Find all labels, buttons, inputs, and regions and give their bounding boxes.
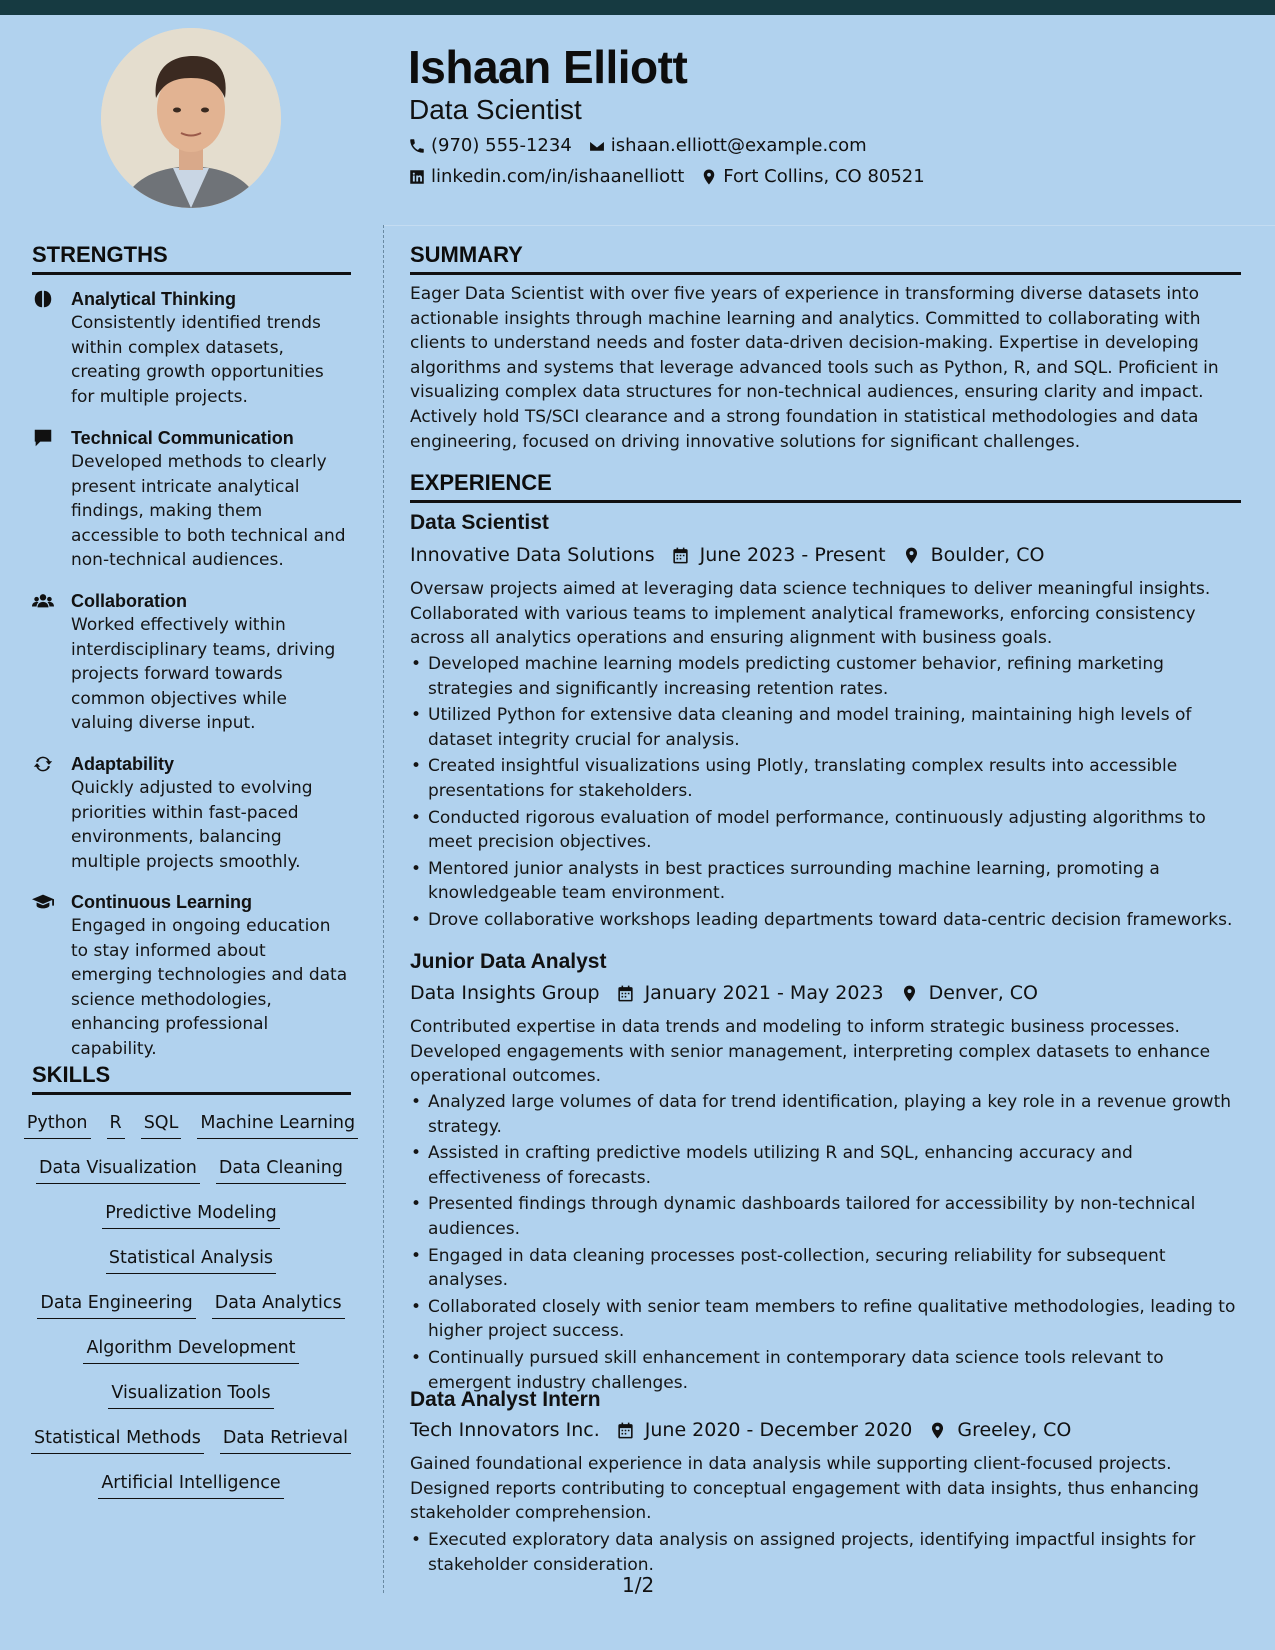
strength-title: Continuous Learning (71, 892, 252, 912)
email-contact[interactable] (588, 135, 867, 156)
job-meta (410, 1419, 1071, 1441)
skill-tag: R (107, 1112, 125, 1139)
column-divider (383, 225, 384, 1593)
page-number: 1/2 (622, 1573, 655, 1597)
list-item: • Presented findings through dynamic dashboards tailored for accessibility by non-technical audiences. (410, 1192, 1245, 1241)
strength-item (32, 426, 352, 573)
contact-row-1 (408, 135, 867, 156)
strength-title: Collaboration (71, 591, 187, 611)
candidate-role: Data Scientist (409, 94, 582, 125)
header-rule (383, 225, 1275, 226)
skills-row (32, 1202, 350, 1247)
job-description: Gained foundational experience in data analysis while supporting client-focused projects. Designed reports contributing to conceptual engagement with data insights, thus enhancing stakeholder comprehension. (410, 1454, 1199, 1524)
skills-row (32, 1472, 350, 1517)
job-location: Boulder, CO (930, 544, 1045, 566)
strength-title: Analytical Thinking (71, 289, 237, 309)
envelope-icon (588, 137, 606, 155)
list-item: • Executed exploratory data analysis on assigned projects, identifying impactful insights for stakeholder consideration. (410, 1528, 1245, 1577)
list-item: • Drove collaborative workshops leading departments toward data-centric decision frameworks. (410, 908, 1245, 933)
job-location: Greeley, CO (957, 1419, 1072, 1441)
job-meta (410, 544, 1044, 566)
calendar-icon (616, 984, 635, 1003)
linkedin-contact[interactable] (408, 166, 684, 187)
job-meta (410, 982, 1038, 1004)
location-text: Fort Collins, CO 80521 (723, 166, 925, 187)
map-pin-icon (700, 168, 718, 186)
phone-icon (408, 137, 426, 155)
skills-row (26, 1112, 356, 1157)
job-company: Innovative Data Solutions (410, 544, 655, 566)
job-description: Oversaw projects aimed at leveraging data science techniques to deliver meaningful insights. Collaborated with various teams to implement analytical frameworks, enforcing consistency across all analytics operations and ensuring alignment with business goals. (410, 579, 1211, 649)
strength-desc: Worked effectively within interdisciplinary teams, driving projects forward towards common objectives while valuing diverse input. (71, 615, 336, 733)
strength-desc: Engaged in ongoing education to stay informed about emerging technologies and data science methodologies, enhancing professional capability. (71, 916, 348, 1059)
brain-icon (32, 288, 56, 310)
strength-item (32, 589, 352, 736)
speech-bubble-icon (32, 427, 56, 449)
strength-title: Adaptability (71, 754, 175, 774)
job-dates: June 2020 - December 2020 (644, 1419, 913, 1441)
users-icon (32, 590, 56, 612)
skill-tag: Data Cleaning (216, 1157, 346, 1184)
map-pin-icon (900, 984, 919, 1003)
job-dates: January 2021 - May 2023 (644, 982, 884, 1004)
list-item: • Collaborated closely with senior team members to refine qualitative methodologies, leading to higher project success. (410, 1295, 1245, 1344)
skills-row (32, 1337, 350, 1382)
job-title: Data Scientist (410, 511, 549, 534)
list-item: • Analyzed large volumes of data for trend identification, playing a key role in a revenue growth strategy. (410, 1090, 1245, 1139)
candidate-name: Ishaan Elliott (408, 41, 688, 93)
strength-item (32, 890, 352, 1061)
list-item: • Continually pursued skill enhancement in contemporary data science tools relevant to emergent industry challenges. (410, 1346, 1245, 1395)
skills-list (26, 1112, 356, 1517)
job-dates: June 2023 - Present (699, 544, 886, 566)
list-item: • Developed machine learning models predicting customer behavior, refining marketing strategies and significantly increasing retention rates. (410, 652, 1245, 701)
strength-item (32, 287, 352, 409)
summary-text: Eager Data Scientist with over five years of experience in transforming diverse datasets into actionable insights through machine learning and analytics. Committed to collaborating with clients to understand needs and foster data-driven decision-making. Expertise in developing algorithms and systems that leverage advanced tools such as Python, R, and SQL. Proficient in visualizing complex data structures for non-technical audiences, ensuring clarity and impact. Actively hold TS/SCI clearance and a strong foundation in statistical methodologies and data engineering, focused on driving innovative solutions for significant challenges. (410, 284, 1219, 452)
skill-tag: Data Analytics (212, 1292, 345, 1319)
list-item: • Engaged in data cleaning processes post-collection, securing reliability for subsequent analyses. (410, 1244, 1245, 1293)
job-description: Contributed expertise in data trends and modeling to inform strategic business processes. Developed engagements with senior management, interpreting complex datasets to enhance operational outcomes. (410, 1017, 1211, 1087)
list-item: • Created insightful visualizations using Plotly, translating complex results into accessible presentations for stakeholders. (410, 754, 1245, 803)
skill-tag: Algorithm Development (83, 1337, 298, 1364)
map-pin-icon (902, 546, 921, 565)
skills-row (32, 1292, 350, 1337)
skill-tag: Data Retrieval (220, 1427, 351, 1454)
list-item: • Mentored junior analysts in best practices surrounding machine learning, promoting a knowledgeable team environment. (410, 857, 1245, 906)
top-bar (0, 0, 1275, 15)
phone-contact[interactable] (408, 135, 572, 156)
strength-desc: Developed methods to clearly present intricate analytical findings, making them accessible to both technical and non-technical audiences. (71, 452, 346, 570)
skill-tag: SQL (141, 1112, 182, 1139)
list-item: • Assisted in crafting predictive models utilizing R and SQL, enhancing accuracy and effectiveness of forecasts. (410, 1141, 1245, 1190)
skill-tag: Statistical Analysis (106, 1247, 276, 1274)
job-bullets (410, 652, 1245, 935)
skills-row (32, 1247, 350, 1292)
contact-row-2 (408, 166, 925, 187)
job-company: Data Insights Group (410, 982, 600, 1004)
list-item: • Conducted rigorous evaluation of model performance, continuously adjusting algorithms to meet precision objectives. (410, 806, 1245, 855)
skill-tag: Data Engineering (37, 1292, 195, 1319)
strength-desc: Consistently identified trends within complex datasets, creating growth opportunities for multiple projects. (71, 313, 324, 407)
email-text: ishaan.elliott@example.com (610, 135, 867, 156)
strength-desc: Quickly adjusted to evolving priorities within fast-paced environments, balancing multiple projects smoothly. (71, 778, 313, 872)
skills-row (32, 1427, 350, 1472)
map-pin-icon (928, 1421, 947, 1440)
skill-tag: Artificial Intelligence (98, 1472, 283, 1499)
job-title: Data Analyst Intern (410, 1388, 601, 1411)
skills-row (32, 1382, 350, 1427)
skill-tag: Statistical Methods (31, 1427, 204, 1454)
profile-photo (101, 28, 281, 208)
job-bullets (410, 1090, 1245, 1397)
experience-heading: EXPERIENCE (410, 470, 1241, 503)
location-contact (700, 166, 924, 187)
linkedin-icon (408, 168, 426, 186)
skills-heading: SKILLS (32, 1062, 351, 1095)
job-title: Junior Data Analyst (410, 950, 607, 973)
job-bullets (410, 1528, 1245, 1579)
skill-tag: Predictive Modeling (102, 1202, 279, 1229)
skill-tag: Visualization Tools (108, 1382, 273, 1409)
calendar-icon (671, 546, 690, 565)
skill-tag: Machine Learning (197, 1112, 358, 1139)
skill-tag: Python (24, 1112, 91, 1139)
job-location: Denver, CO (928, 982, 1039, 1004)
strength-title: Technical Communication (71, 428, 294, 448)
strengths-heading: STRENGTHS (32, 242, 351, 275)
summary-heading: SUMMARY (410, 242, 1241, 275)
skill-tag: Data Visualization (36, 1157, 200, 1184)
graduation-cap-icon (32, 891, 56, 913)
strength-item (32, 752, 352, 874)
skills-row (32, 1157, 350, 1202)
phone-text: (970) 555-1234 (431, 135, 572, 156)
sync-icon (32, 753, 56, 775)
linkedin-text: linkedin.com/in/ishaanelliott (431, 166, 685, 187)
list-item: • Utilized Python for extensive data cleaning and model training, maintaining high levels of dataset integrity crucial for analysis. (410, 703, 1245, 752)
avatar-portrait-icon (101, 28, 281, 208)
job-company: Tech Innovators Inc. (410, 1419, 600, 1441)
calendar-icon (616, 1421, 635, 1440)
